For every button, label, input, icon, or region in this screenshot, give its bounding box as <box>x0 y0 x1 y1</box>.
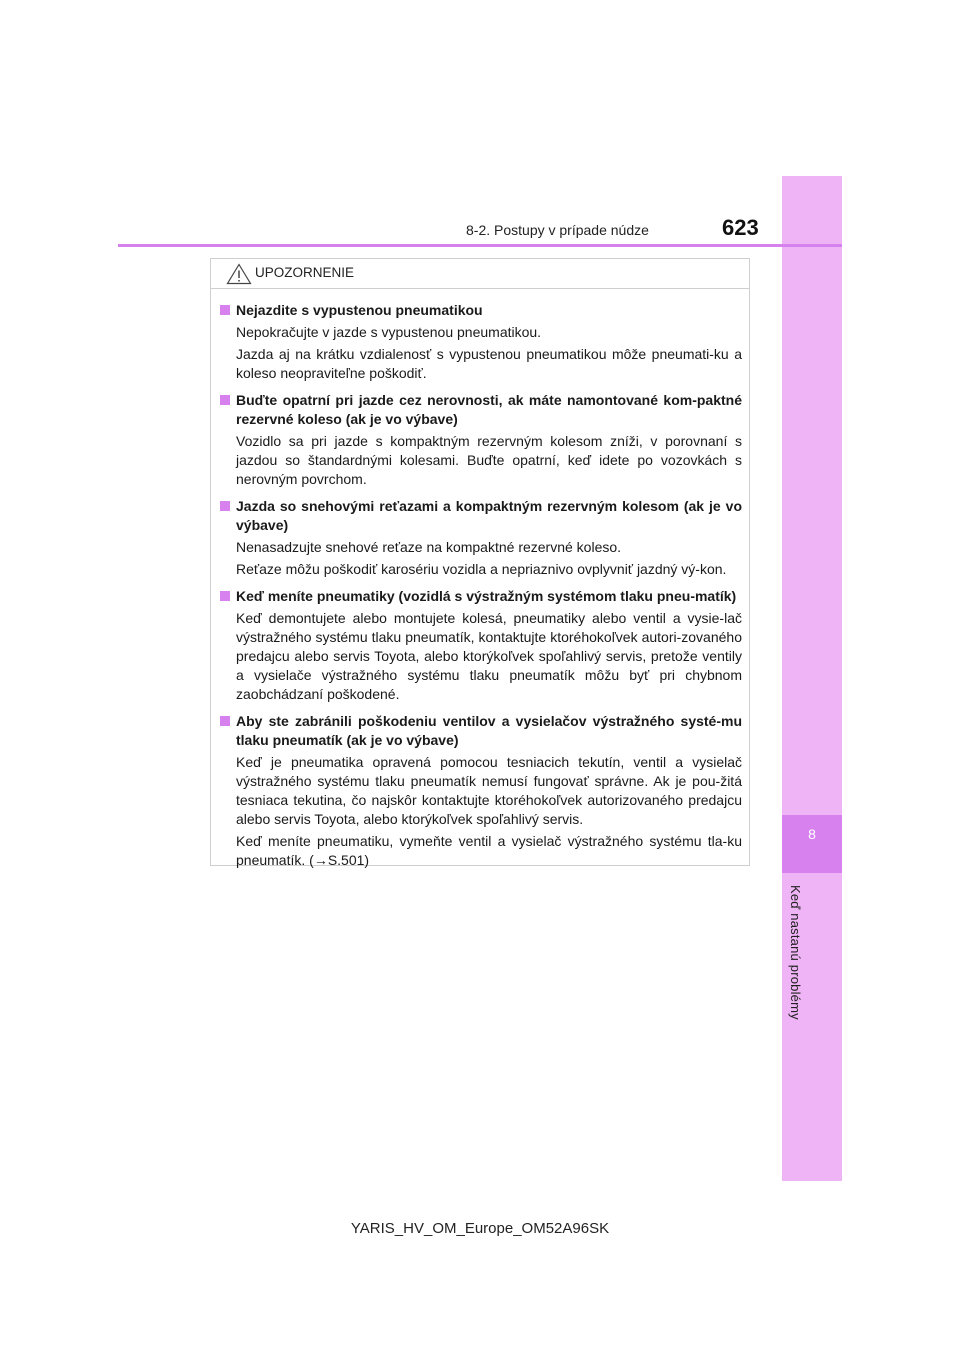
chapter-number: 8 <box>808 826 816 842</box>
caution-label: UPOZORNENIE <box>255 265 355 280</box>
caution-item-title-text: Aby ste zabránili poškodeniu ventilov a vysielačov výstražného systé-mu tlaku pneumatík (ak je vo výbave) <box>236 713 742 748</box>
caution-item-text: Nenasadzujte snehové reťaze na kompaktné rezervné koleso. <box>236 539 622 555</box>
caution-item-text: Vozidlo sa pri jazde s kompaktným rezervným kolesom zníži, v porovnaní s jazdou so štandardnými kolesami. Buďte opatrní, keď idete po vozovkách s nerovným povrchom. <box>236 433 742 487</box>
caution-item-title-text: Buďte opatrní pri jazde cez nerovnosti, ak máte namontované kom-paktné rezervné koleso (ak je vo výbave) <box>236 392 742 427</box>
section-title: 8-2. Postupy v prípade núdze <box>466 222 649 238</box>
chapter-number-tab <box>782 815 842 873</box>
caution-item-text: Keď meníte pneumatiku, vymeňte ventil a vysielač výstražného systému tla-ku pneumatík. (→S.501) <box>236 833 742 868</box>
caution-item-title <box>218 301 742 320</box>
page-number: 623 <box>722 215 759 240</box>
caution-item <box>218 712 742 870</box>
caution-item-title-text: Jazda so snehovými reťazami a kompaktným rezervným kolesom (ak je vo výbave) <box>236 498 742 533</box>
caution-body <box>211 289 749 870</box>
header-rule <box>118 244 842 247</box>
caution-item <box>218 301 742 383</box>
caution-item <box>218 587 742 704</box>
square-bullet-icon <box>220 716 230 726</box>
caution-item-title-text: Nejazdite s vypustenou pneumatikou <box>236 302 483 318</box>
caution-header <box>211 259 749 289</box>
square-bullet-icon <box>220 591 230 601</box>
square-bullet-icon <box>220 305 230 315</box>
warning-triangle-icon <box>226 263 252 285</box>
caution-item <box>218 497 742 579</box>
caution-item <box>218 391 742 489</box>
caution-item-title <box>218 391 742 429</box>
caution-box <box>210 258 750 866</box>
caution-item-text: Reťaze môžu poškodiť karosériu vozidla a nepriaznivo ovplyvniť jazdný vý-kon. <box>236 561 727 577</box>
caution-item-text: Nepokračujte v jazde s vypustenou pneumatikou. <box>236 324 542 340</box>
caution-item-title <box>218 587 742 606</box>
square-bullet-icon <box>220 395 230 405</box>
square-bullet-icon <box>220 501 230 511</box>
document-code: YARIS_HV_OM_Europe_OM52A96SK <box>350 1220 610 1237</box>
chapter-title: Keď nastanú problémy <box>788 885 803 1020</box>
caution-item-text: Keď je pneumatika opravená pomocou tesniacich tekutín, ventil a vysielač výstražného systému tlaku pneumatík nemusí fungovať správne. Ak je pou-žitá tesniaca tekutina, čo najskôr kontaktujte ktoréhokoľvek autorizovaného predajcu alebo servis Toyota, alebo ktorýkoľvek spoľahlivý servis. <box>236 754 742 827</box>
caution-item-title-text: Keď meníte pneumatiky (vozidlá s výstražným systémom tlaku pneu-matík) <box>236 588 737 604</box>
caution-item-text: Jazda aj na krátku vzdialenosť s vypustenou pneumatikou môže pneumati-ku a koleso neopraviteľne poškodiť. <box>236 346 742 381</box>
caution-item-text: Keď demontujete alebo montujete kolesá, pneumatiky alebo ventil a vysie-lač výstražného systému tlaku pneumatík, kontaktujte ktoréhokoľvek autori-zovaného predajcu alebo servis Toyota, alebo ktorýkoľvek spoľahlivý servis, pretože ventily a vysielače výstražného systému tlaku pneumatík môžu byť pri chybnom zaobchádzaní poškodené. <box>236 610 742 702</box>
caution-item-title <box>218 497 742 535</box>
caution-item-title <box>218 712 742 750</box>
